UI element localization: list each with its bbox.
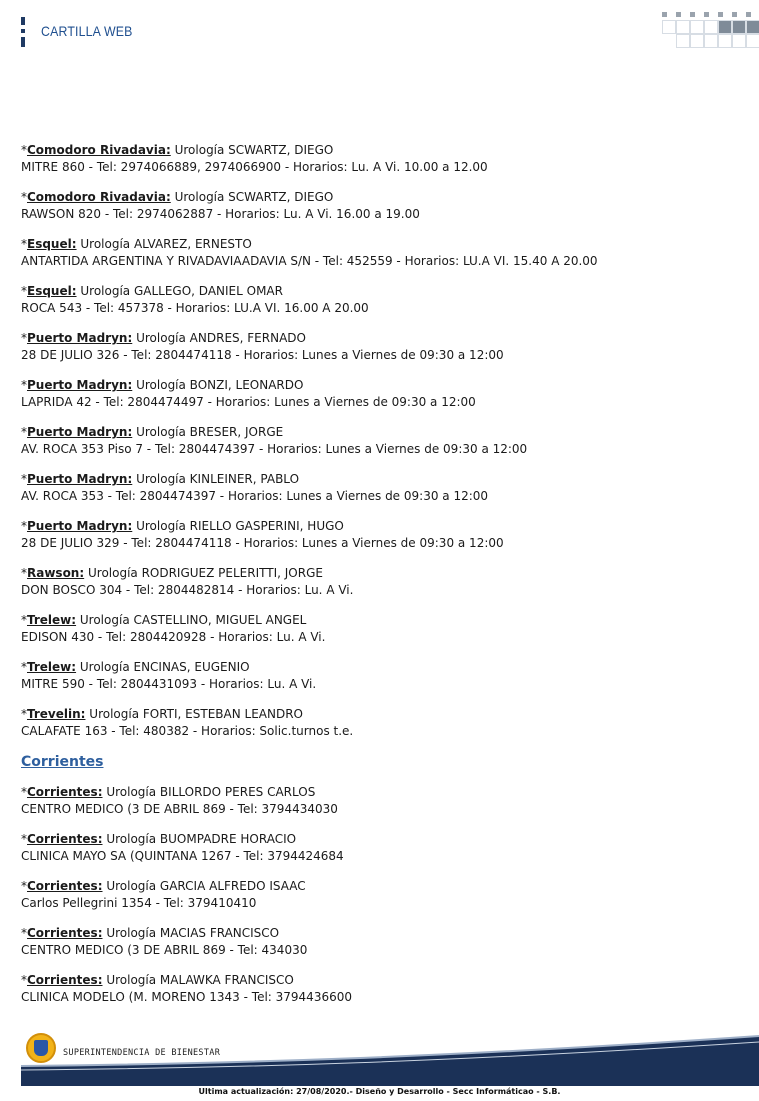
decorative-square (662, 20, 676, 34)
entry-city: Trevelin: (27, 707, 86, 721)
entry-city: Comodoro Rivadavia: (27, 143, 171, 157)
entry-city: Corrientes: (27, 879, 103, 893)
entry-city: Trelew: (27, 613, 77, 627)
entry-city: Trelew: (27, 660, 77, 674)
entry-doctor: Urología KINLEINER, PABLO (136, 472, 300, 486)
decorative-square (676, 34, 690, 48)
entry-heading: *Puerto Madryn: Urología BONZI, LEONARDO (21, 378, 304, 392)
entry-city: Puerto Madryn: (27, 378, 133, 392)
entry-heading: *Corrientes: Urología MALAWKA FRANCISCO (21, 973, 294, 987)
entry-doctor: Urología CASTELLINO, MIGUEL ANGEL (79, 613, 307, 627)
entry-doctor: Urología MACIAS FRANCISCO (106, 926, 280, 940)
list-item (21, 972, 741, 1006)
decorative-square (690, 20, 704, 34)
entry-doctor: Urología MALAWKA FRANCISCO (106, 973, 294, 987)
entry-address: ANTARTIDA ARGENTINA Y RIVADAVIAADAVIA S/N - Tel: 452559 - Horarios: LU.A VI. 15.40 A 20.00 (21, 254, 598, 268)
entry-heading: *Puerto Madryn: Urología KINLEINER, PABLO (21, 472, 300, 486)
decorative-square (732, 12, 737, 17)
list-item (21, 471, 741, 505)
entry-city: Puerto Madryn: (27, 519, 133, 533)
entry-city: Corrientes: (27, 973, 103, 987)
entry-heading: *Trevelin: Urología FORTI, ESTEBAN LEANDRO (21, 707, 304, 721)
last-updated-note: Ultima actualización: 27/08/2020.- Diseño y Desarrollo - Secc Informáticao - S.B. (198, 1087, 561, 1096)
decorative-square (732, 34, 746, 48)
corrientes-entries (21, 784, 741, 1006)
header-decorative-grid (634, 12, 759, 48)
entry-address: CENTRO MEDICO (3 DE ABRIL 869 - Tel: 434030 (21, 943, 308, 957)
entry-doctor: Urología BRESER, JORGE (136, 425, 284, 439)
decorative-square (746, 34, 759, 48)
directory-list (21, 142, 741, 1019)
entry-heading: *Puerto Madryn: Urología ANDRES, FERNADO (21, 331, 306, 345)
entry-address: DON BOSCO 304 - Tel: 2804482814 - Horarios: Lu. A Vi. (21, 583, 354, 597)
entry-heading: *Corrientes: Urología MACIAS FRANCISCO (21, 926, 280, 940)
entry-city: Puerto Madryn: (27, 331, 133, 345)
decorative-square (662, 12, 667, 17)
entry-doctor: Urología GARCIA ALFREDO ISAAC (106, 879, 306, 893)
entry-city: Esquel: (27, 284, 77, 298)
decorative-square (732, 20, 746, 34)
list-item (21, 612, 741, 646)
entry-address: CENTRO MEDICO (3 DE ABRIL 869 - Tel: 3794434030 (21, 802, 338, 816)
decorative-square (718, 12, 723, 17)
header-accent-bar (21, 17, 25, 47)
entry-address: CALAFATE 163 - Tel: 480382 - Horarios: Solic.turnos t.e. (21, 724, 354, 738)
entry-address: 28 DE JULIO 326 - Tel: 2804474118 - Horarios: Lunes a Viernes de 09:30 a 12:00 (21, 348, 504, 362)
decorative-square (676, 20, 690, 34)
list-item (21, 330, 741, 364)
footer-banner (21, 1028, 759, 1086)
entry-doctor: Urología ALVAREZ, ERNESTO (80, 237, 252, 251)
entry-heading: *Comodoro Rivadavia: Urología SCWARTZ, DIEGO (21, 143, 334, 157)
entry-doctor: Urología RIELLO GASPERINI, HUGO (136, 519, 344, 533)
entry-city: Rawson: (27, 566, 85, 580)
entry-doctor: Urología ENCINAS, EUGENIO (79, 660, 250, 674)
entry-city: Puerto Madryn: (27, 472, 133, 486)
list-item (21, 518, 741, 552)
entry-city: Corrientes: (27, 832, 103, 846)
decorative-square (704, 12, 709, 17)
entry-city: Puerto Madryn: (27, 425, 133, 439)
entry-address: EDISON 430 - Tel: 2804420928 - Horarios: Lu. A Vi. (21, 630, 326, 644)
entry-address: MITRE 860 - Tel: 2974066889, 2974066900 - Horarios: Lu. A Vi. 10.00 a 12.00 (21, 160, 488, 174)
list-item (21, 565, 741, 599)
list-item (21, 424, 741, 458)
decorative-square (690, 12, 695, 17)
decorative-square (718, 34, 732, 48)
list-item (21, 831, 741, 865)
decorative-square (704, 34, 718, 48)
decorative-square (690, 34, 704, 48)
entry-address: MITRE 590 - Tel: 2804431093 - Horarios: Lu. A Vi. (21, 677, 317, 691)
list-item (21, 784, 741, 818)
entry-city: Corrientes: (27, 785, 103, 799)
list-item (21, 925, 741, 959)
entry-heading: *Corrientes: Urología GARCIA ALFREDO ISAAC (21, 879, 306, 893)
entry-heading: *Puerto Madryn: Urología RIELLO GASPERINI, HUGO (21, 519, 344, 533)
list-item (21, 377, 741, 411)
entry-heading: *Trelew: Urología ENCINAS, EUGENIO (21, 660, 250, 674)
entry-city: Corrientes: (27, 926, 103, 940)
entry-heading: *Puerto Madryn: Urología BRESER, JORGE (21, 425, 284, 439)
institution-seal-icon (26, 1033, 56, 1063)
list-item (21, 189, 741, 223)
decorative-square (718, 20, 732, 34)
entry-address: CLINICA MAYO SA (QUINTANA 1267 - Tel: 3794424684 (21, 849, 344, 863)
entry-address: ROCA 543 - Tel: 457378 - Horarios: LU.A VI. 16.00 A 20.00 (21, 301, 369, 315)
entry-doctor: Urología BILLORDO PERES CARLOS (106, 785, 316, 799)
chubut-entries (21, 142, 741, 740)
list-item (21, 659, 741, 693)
list-item (21, 878, 741, 912)
entry-address: 28 DE JULIO 329 - Tel: 2804474118 - Horarios: Lunes a Viernes de 09:30 a 12:00 (21, 536, 504, 550)
entry-heading: *Comodoro Rivadavia: Urología SCWARTZ, DIEGO (21, 190, 334, 204)
entry-doctor: Urología ANDRES, FERNADO (136, 331, 306, 345)
entry-doctor: Urología FORTI, ESTEBAN LEANDRO (89, 707, 304, 721)
section-title-corrientes: Corrientes (21, 754, 104, 770)
entry-address: CLINICA MODELO (M. MORENO 1343 - Tel: 3794436600 (21, 990, 352, 1004)
list-item (21, 283, 741, 317)
entry-address: Carlos Pellegrini 1354 - Tel: 379410410 (21, 896, 257, 910)
entry-heading: *Rawson: Urología RODRIGUEZ PELERITTI, JORGE (21, 566, 323, 580)
footer-org-name: SUPERINTENDENCIA DE BIENESTAR (63, 1048, 221, 1058)
entry-address: LAPRIDA 42 - Tel: 2804474497 - Horarios: Lunes a Viernes de 09:30 a 12:00 (21, 395, 476, 409)
entry-city: Comodoro Rivadavia: (27, 190, 171, 204)
entry-heading: *Trelew: Urología CASTELLINO, MIGUEL ANGEL (21, 613, 307, 627)
entry-city: Esquel: (27, 237, 77, 251)
entry-doctor: Urología SCWARTZ, DIEGO (174, 143, 334, 157)
list-item (21, 236, 741, 270)
entry-doctor: Urología SCWARTZ, DIEGO (174, 190, 334, 204)
entry-doctor: Urología RODRIGUEZ PELERITTI, JORGE (87, 566, 323, 580)
entry-doctor: Urología BUOMPADRE HORACIO (106, 832, 297, 846)
entry-address: AV. ROCA 353 Piso 7 - Tel: 2804474397 - Horarios: Lunes a Viernes de 09:30 a 12:00 (21, 442, 528, 456)
decorative-square (746, 20, 759, 34)
list-item (21, 142, 741, 176)
entry-heading: *Corrientes: Urología BUOMPADRE HORACIO (21, 832, 297, 846)
page-title: CARTILLA WEB (41, 23, 133, 39)
entry-address: RAWSON 820 - Tel: 2974062887 - Horarios: Lu. A Vi. 16.00 a 19.00 (21, 207, 420, 221)
entry-heading: *Esquel: Urología GALLEGO, DANIEL OMAR (21, 284, 283, 298)
entry-doctor: Urología BONZI, LEONARDO (136, 378, 304, 392)
decorative-square (704, 20, 718, 34)
entry-address: AV. ROCA 353 - Tel: 2804474397 - Horarios: Lunes a Viernes de 09:30 a 12:00 (21, 489, 489, 503)
entry-heading: *Corrientes: Urología BILLORDO PERES CARLOS (21, 785, 316, 799)
decorative-square (676, 12, 681, 17)
entry-heading: *Esquel: Urología ALVAREZ, ERNESTO (21, 237, 252, 251)
list-item (21, 706, 741, 740)
entry-doctor: Urología GALLEGO, DANIEL OMAR (80, 284, 283, 298)
decorative-square (746, 12, 751, 17)
